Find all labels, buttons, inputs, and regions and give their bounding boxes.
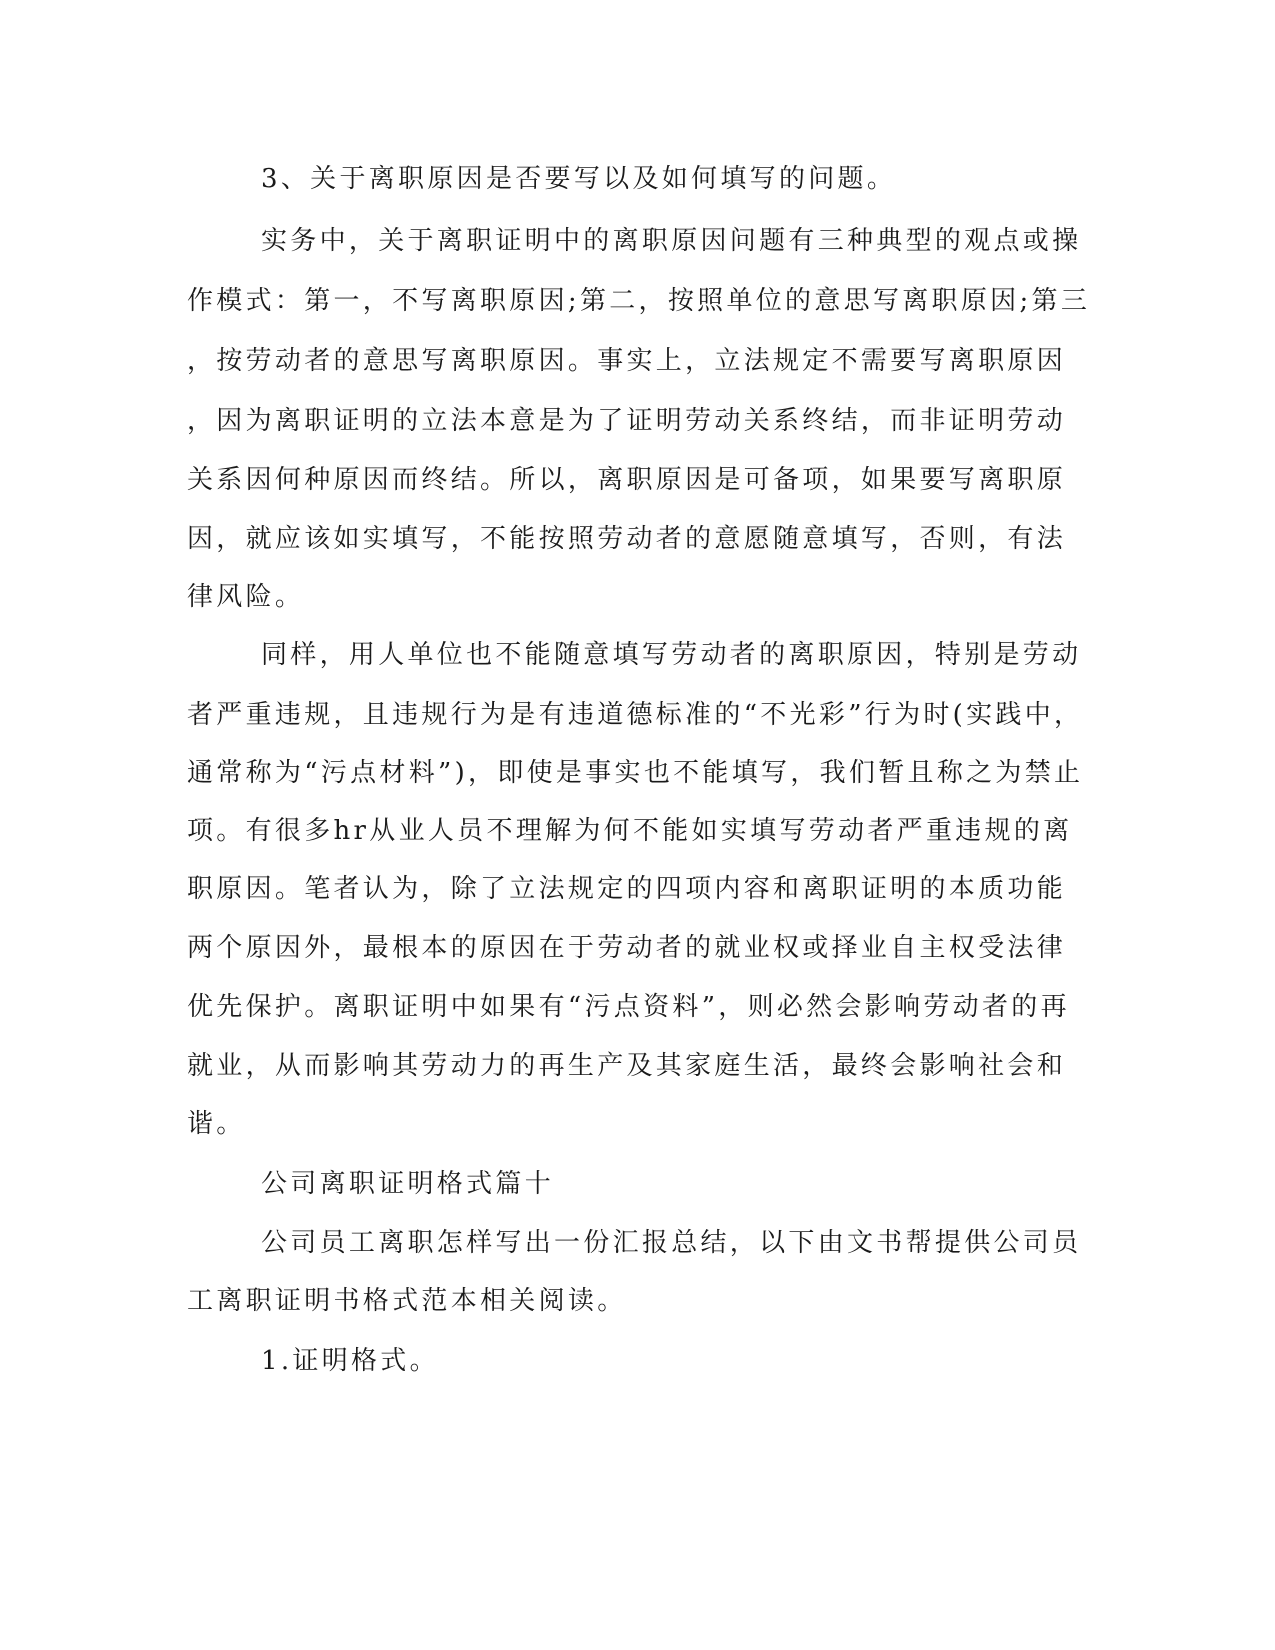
text-line: 优先保护。离职证明中如果有“污点资料”，则必然会影响劳动者的再	[187, 992, 1070, 1022]
text-line: 因，就应该如实填写，不能按照劳动者的意愿随意填写，否则，有法	[187, 524, 1067, 554]
text-line: 就业，从而影响其劳动力的再生产及其家庭生活，最终会影响社会和	[187, 1051, 1067, 1081]
text-line: 关系因何种原因而终结。所以，离职原因是可备项，如果要写离职原	[187, 465, 1067, 495]
text-line: 两个原因外，最根本的原因在于劳动者的就业权或择业自主权受法律	[187, 933, 1067, 963]
text-line: 项。有很多hr从业人员不理解为何不能如实填写劳动者严重违规的离	[187, 816, 1073, 846]
text-line: 职原因。笔者认为，除了立法规定的四项内容和离职证明的本质功能	[187, 874, 1067, 904]
text-line: 工离职证明书格式范本相关阅读。	[187, 1286, 627, 1316]
text-line: 通常称为“污点材料”)，即使是事实也不能填写，我们暂且称之为禁止	[187, 758, 1084, 788]
text-line: 实务中，关于离职证明中的离职原因问题有三种典型的观点或操	[261, 226, 1082, 256]
text-line: 同样，用人单位也不能随意填写劳动者的离职原因，特别是劳动	[261, 640, 1082, 670]
text-line: ，因为离职证明的立法本意是为了证明劳动关系终结，而非证明劳动	[187, 406, 1067, 436]
text-line: 律风险。	[187, 582, 305, 612]
text-line: ，按劳动者的意思写离职原因。事实上，立法规定不需要写离职原因	[187, 346, 1067, 376]
paragraph-heading-reason: 3、关于离职原因是否要写以及如何填写的问题。	[261, 164, 897, 194]
text-line: 公司员工离职怎样写出一份汇报总结，以下由文书帮提供公司员	[261, 1228, 1082, 1258]
text-line: 者严重违规，且违规行为是有违道德标准的“不光彩”行为时(实践中，	[187, 700, 1084, 730]
list-item: 1.证明格式。	[261, 1346, 439, 1376]
text-line: 谐。	[187, 1109, 246, 1139]
section-title: 公司离职证明格式篇十	[261, 1169, 555, 1199]
text-line: 作模式：第一，不写离职原因;第二，按照单位的意思写离职原因;第三	[187, 286, 1091, 316]
